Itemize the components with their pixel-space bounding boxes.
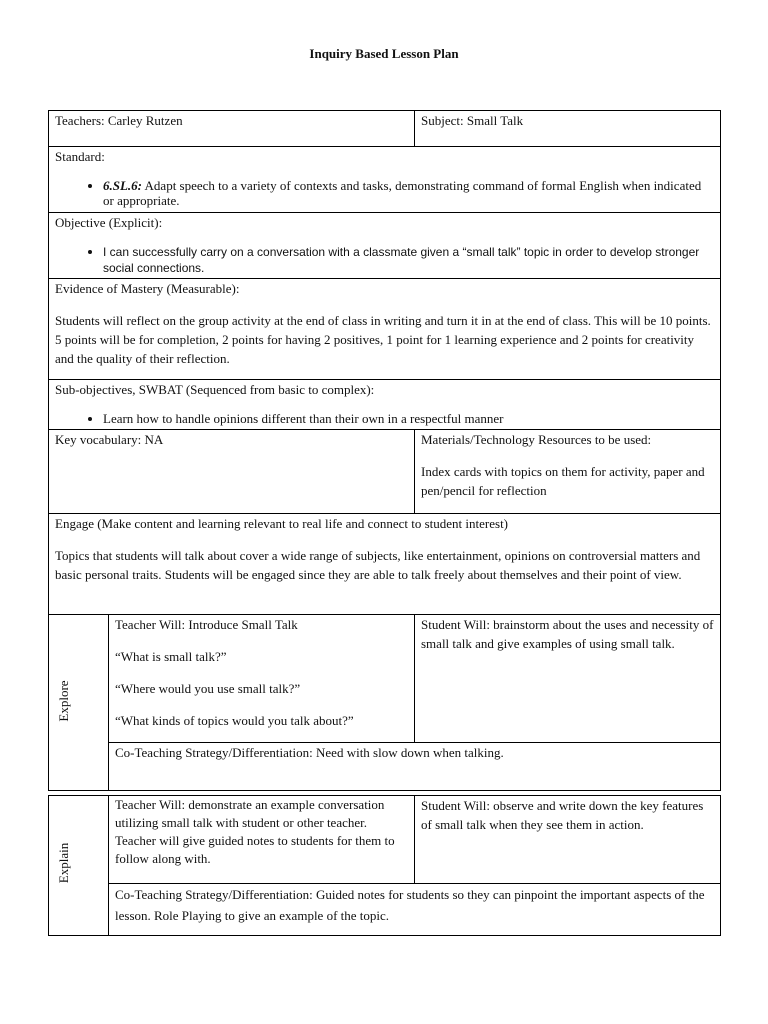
standard-cell — [50, 146, 720, 209]
subobjectives-item: • Learn how to handle opinions different than their own in a respectful manner — [103, 411, 715, 426]
explain-coteach-cell: Co-Teaching Strategy/Differentiation: Guided notes for students so they can pinpoint the important aspects of the lesson. Role Playing to give an example of the topic. — [115, 887, 705, 923]
standard-label: Standard: — [55, 149, 105, 164]
engage-cell — [50, 513, 720, 585]
materials-text: Index cards with topics on them for activity, paper and pen/pencil for reflection — [421, 464, 705, 498]
explore-teacher-cell — [110, 614, 414, 731]
explore-question-1: “What is small talk?” — [115, 649, 227, 664]
objective-text: I can successfully carry on a conversation with a classmate given a “small talk” topic in order to develop stronger social connections. — [103, 245, 700, 275]
objective-item — [103, 244, 715, 276]
explore-coteach-cell: Co-Teaching Strategy/Differentiation: Need with slow down when talking. — [115, 745, 504, 760]
standard-text: Adapt speech to a variety of contexts and tasks, demonstrating command of formal English when indicated or appropriate. — [103, 178, 702, 208]
engage-label: Engage (Make content and learning relevant to real life and connect to student interest) — [55, 516, 509, 531]
page-title: Inquiry Based Lesson Plan — [309, 46, 459, 61]
explain-side-label: Explain — [56, 842, 71, 884]
evidence-text: Students will reflect on the group activity at the end of class in writing and turn it in at the end of class. This will be 10 points. 5 points will be for completion, 2 points for having 2 positives, 1 point for 1 learning experience and 2 points for creativity and the quality of their reflection. — [55, 313, 711, 366]
subobjectives-cell — [50, 379, 720, 427]
vocab-cell: Key vocabulary: NA — [55, 432, 164, 447]
teachers-cell: Teachers: Carley Rutzen — [55, 113, 183, 128]
standard-item — [103, 178, 715, 208]
evidence-cell — [50, 278, 720, 369]
explore-question-3: “What kinds of topics would you talk about?” — [115, 713, 354, 728]
objective-cell — [50, 212, 720, 277]
explore-teacher: Teacher Will: Introduce Small Talk — [115, 617, 298, 632]
evidence-label: Evidence of Mastery (Measurable): — [55, 281, 240, 296]
subobjectives-label: Sub-objectives, SWBAT (Sequenced from basic to complex): — [55, 382, 375, 397]
materials-label: Materials/Technology Resources to be used: — [421, 432, 652, 447]
explain-student-cell: Student Will: observe and write down the key features of small talk when they see them in action. — [421, 798, 704, 832]
engage-text: Topics that students will talk about cover a wide range of subjects, like entertainment, opinions on controversial matters and basic personal traits. Students will be engaged since they are able to talk freely about themselves and their point of view. — [55, 548, 701, 582]
objective-label: Objective (Explicit): — [55, 215, 163, 230]
materials-cell — [416, 429, 720, 501]
explore-side-label: Explore — [56, 680, 71, 722]
explore-question-2: “Where would you use small talk?” — [115, 681, 301, 696]
subject-cell: Subject: Small Talk — [421, 113, 524, 128]
explain-teacher-cell: Teacher Will: demonstrate an example conversation utilizing small talk with student or other teacher. Teacher will give guided notes to students for them to follow along with. — [115, 797, 395, 866]
explore-student-cell: Student Will: brainstorm about the uses and necessity of small talk and give examples of using small talk. — [421, 617, 714, 651]
standard-code: 6.SL.6: — [103, 178, 142, 193]
